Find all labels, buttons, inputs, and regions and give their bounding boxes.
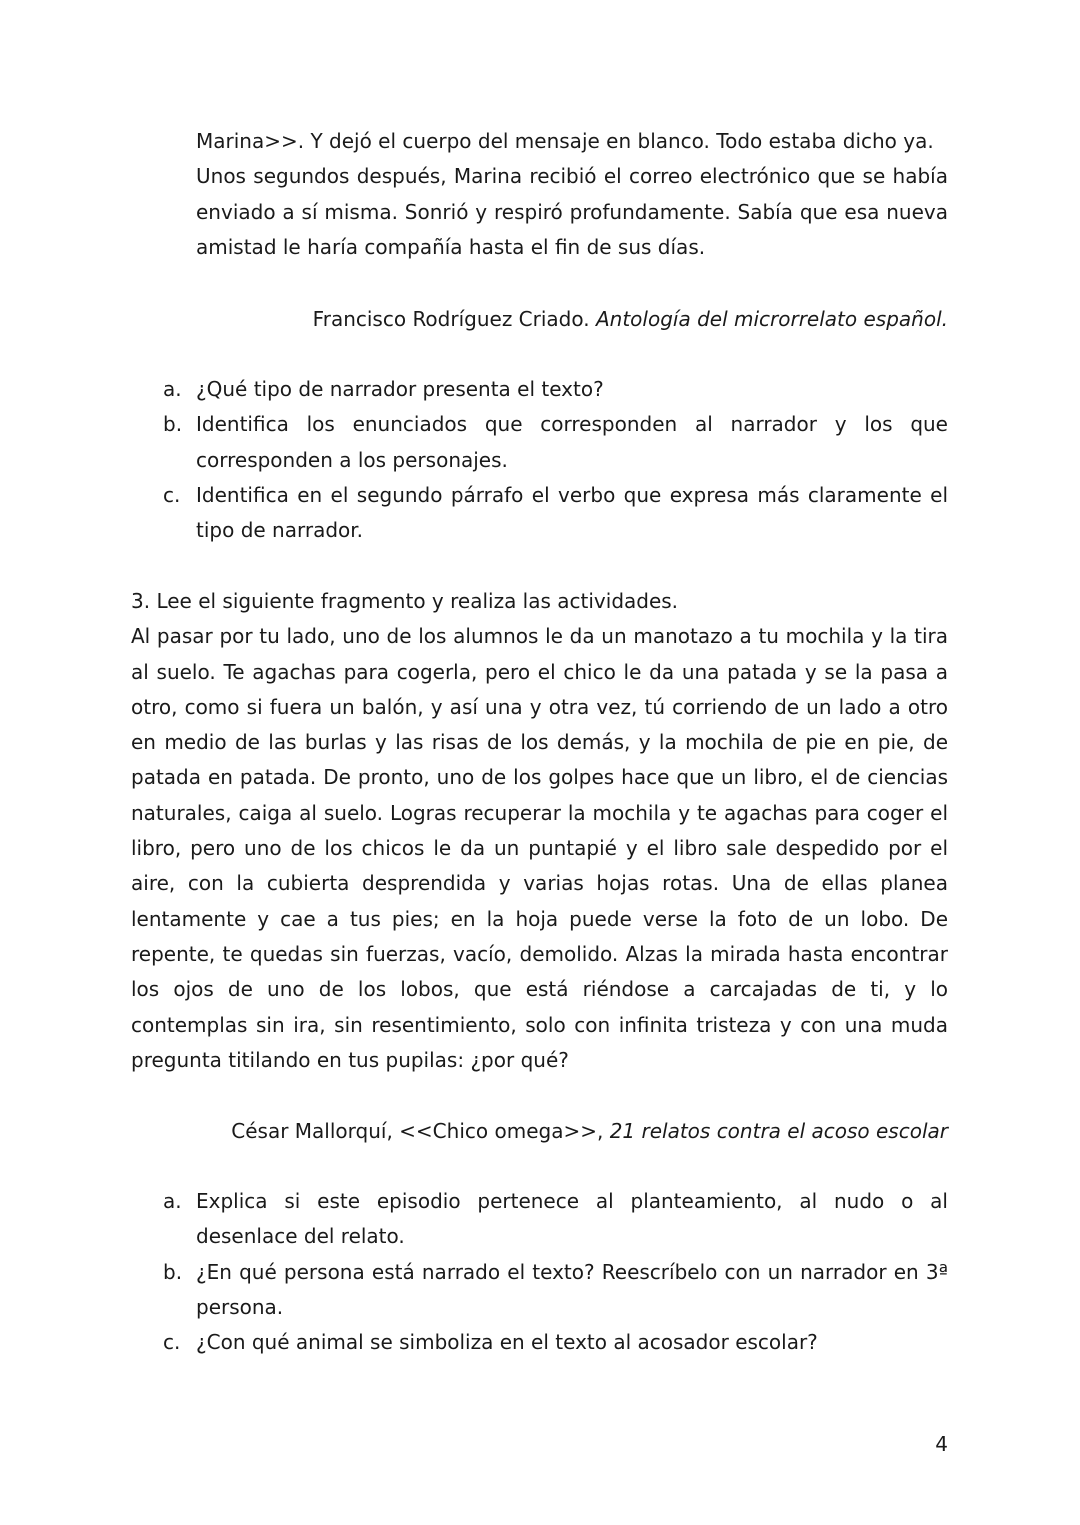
- list-marker: c.: [163, 1330, 181, 1355]
- citation-author: César Mallorquí, <<Chico omega>>,: [231, 1119, 604, 1143]
- story-paragraph: Unos segundos después, Marina recibió el correo electrónico que se había enviado a sí misma. Sonrió y respiró profundamente. Sabía que esa nueva amistad le haría compañía hasta el fin de sus días.: [196, 164, 948, 259]
- story-line-1: Marina>>. Y dejó el cuerpo del mensaje en blanco. Todo estaba dicho ya.: [196, 129, 934, 153]
- citation-work: Antología del microrrelato español.: [595, 307, 948, 331]
- list-item: [131, 407, 948, 478]
- question-text: Identifica en el segundo párrafo el verbo que expresa más claramente el tipo de narrador.: [196, 482, 948, 543]
- fragment-text: Al pasar por tu lado, uno de los alumnos le da un manotazo a tu mochila y la tira al suelo. Te agachas para cogerla, pero el chico le da una patada y se la pasa a otro, como si fuera un balón, y así una y otra vez, tú corriendo de un lado a otro en medio de las burlas y las risas de los demás, y la mochila de pie en pie, de patada en patada. De pronto, uno de los golpes hace que un libro, el de ciencias naturales, caiga al suelo. Logras recuperar la mochila y te agachas para coger el libro, pero uno de los chicos le da un puntapié y el libro sale despedido por el aire, con la cubierta desprendida y varias hojas rotas. Una de ellas planea lentamente y cae a tus pies; en la hoja puede verse la foto de un lobo. De repente, te quedas sin fuerzas, vacío, demolido. Alzas la mirada hasta encontrar los ojos de uno de los lobos, que está riéndose a carcajadas de ti, y lo contemplas sin ira, sin resentimiento, solo con infinita tristeza y con una muda pregunta titilando en tus pupilas: ¿por qué?: [131, 624, 948, 1072]
- section-3: [131, 584, 948, 1078]
- story-continuation: [196, 124, 948, 265]
- citation-work: 21 relatos contra el acoso escolar: [609, 1119, 948, 1143]
- question-list-1: [131, 372, 948, 548]
- list-marker: c.: [163, 482, 181, 507]
- question-text: Identifica los enunciados que corresponden al narrador y los que corresponden a los personajes.: [196, 412, 948, 472]
- list-marker: a.: [163, 377, 182, 401]
- citation-chico-omega: [231, 1114, 948, 1149]
- list-item: [131, 1255, 948, 1326]
- page-number: 4: [935, 1432, 948, 1456]
- list-marker: b.: [163, 1259, 183, 1284]
- question-text: ¿En qué persona está narrado el texto? Reescríbelo con un narrador en 3ª persona.: [196, 1259, 948, 1319]
- question-text: ¿Con qué animal se simboliza en el texto al acosador escolar?: [196, 1330, 818, 1355]
- list-item: [131, 372, 948, 407]
- question-list-2: [131, 1184, 948, 1360]
- list-item: [131, 1184, 948, 1255]
- citation-author: Francisco Rodríguez Criado.: [312, 307, 590, 331]
- list-marker: b.: [163, 412, 183, 437]
- section-heading: 3. Lee el siguiente fragmento y realiza las actividades.: [131, 589, 679, 613]
- question-text: ¿Qué tipo de narrador presenta el texto?: [196, 377, 604, 401]
- list-marker: a.: [163, 1189, 182, 1213]
- list-item: [131, 1325, 948, 1360]
- citation-microrrelato: [313, 302, 948, 337]
- list-item: [131, 478, 948, 549]
- question-text: Explica si este episodio pertenece al planteamiento, al nudo o al desenlace del relato.: [196, 1189, 948, 1249]
